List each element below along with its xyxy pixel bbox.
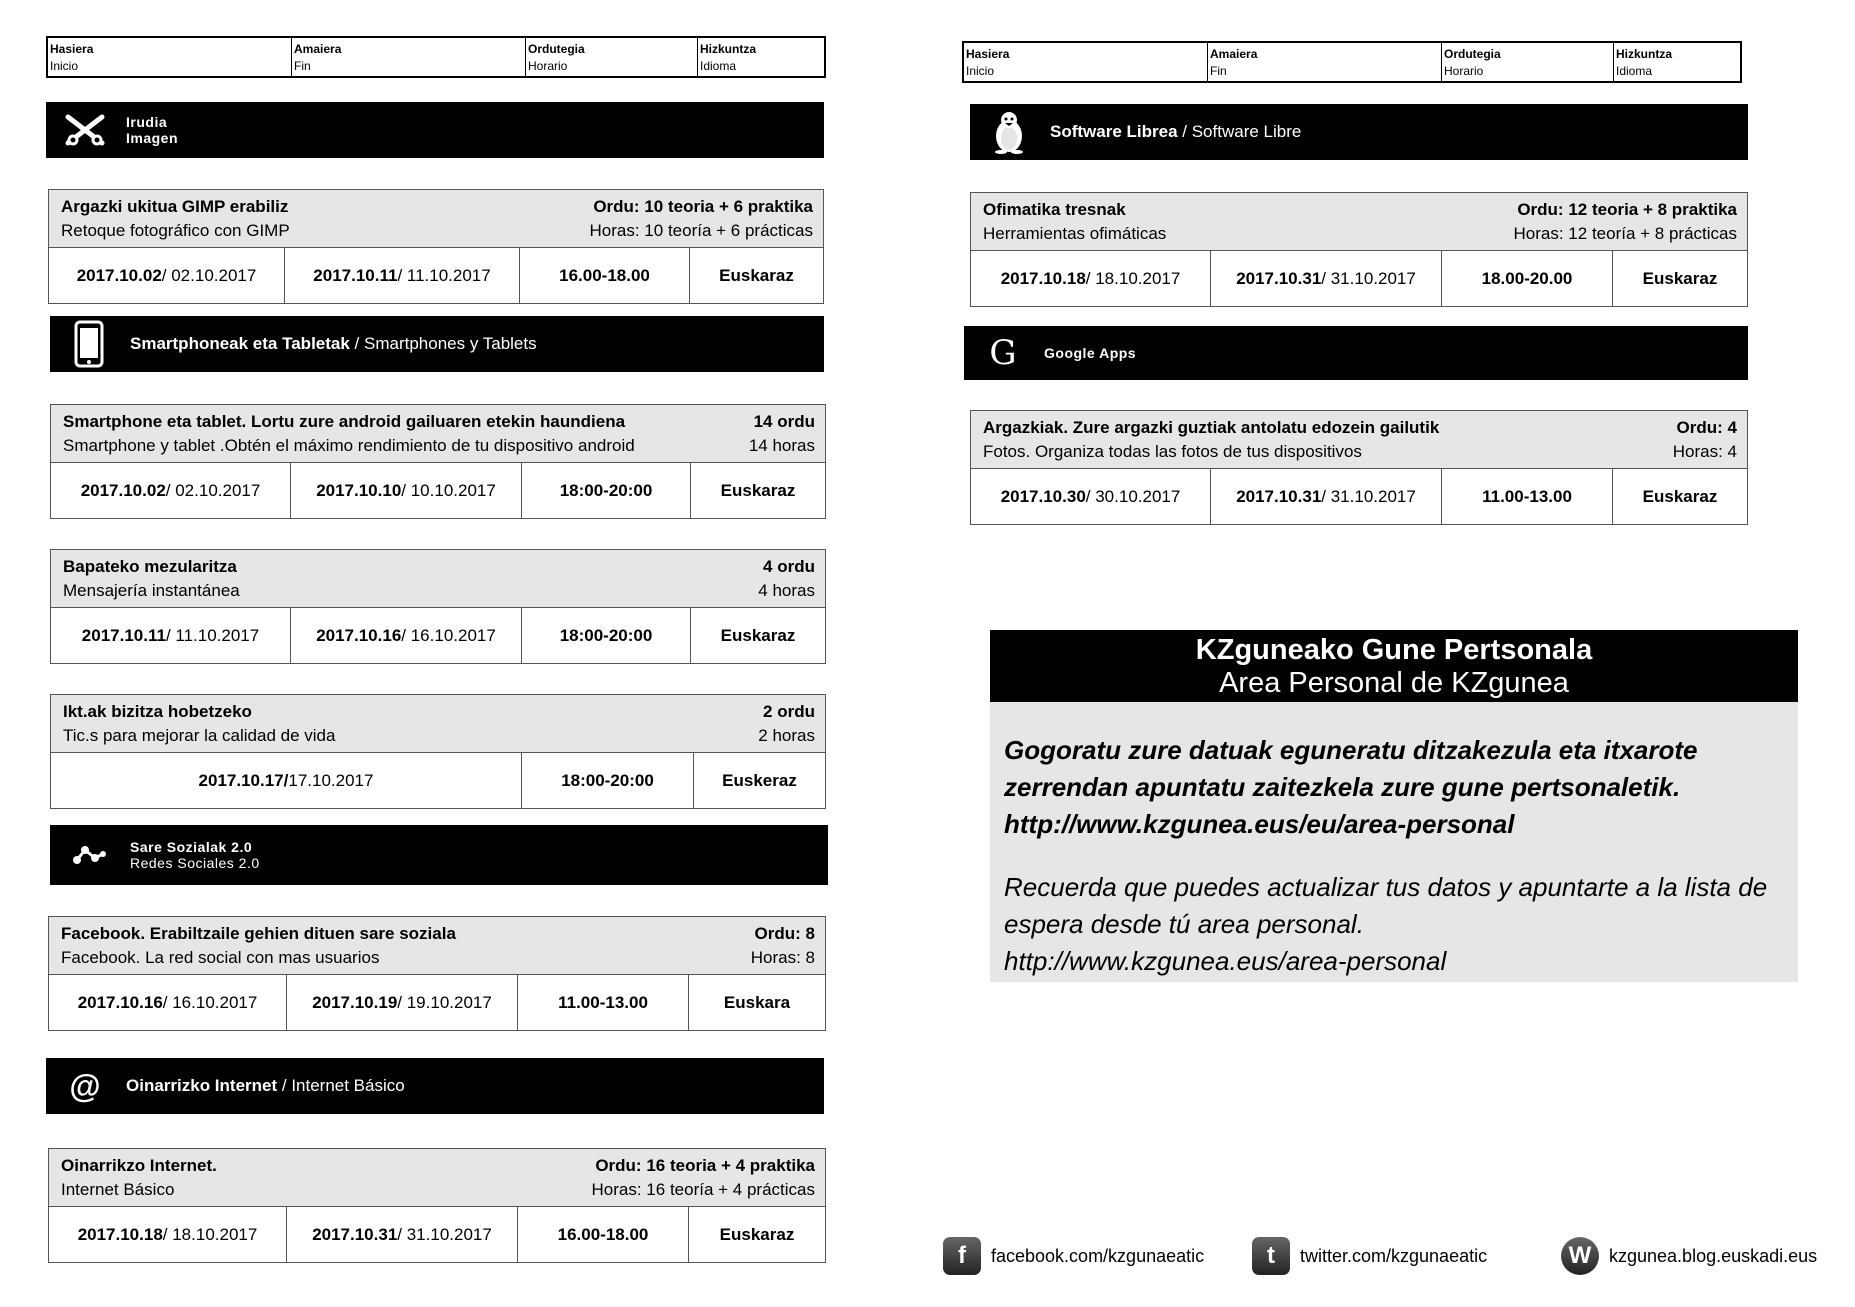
social-twitter[interactable] (1252, 1237, 1487, 1275)
course-title-es: Smartphone y tablet .Obtén el máximo rendimiento de tu dispositivo android (63, 436, 635, 455)
end-date: 2017.10.31 / 31.10.2017 (287, 1207, 518, 1262)
course-title-es: Internet Básico (61, 1180, 175, 1199)
course-hours-es: 14 horas (748, 436, 815, 455)
banner-social (50, 825, 828, 885)
course-ikt (50, 694, 826, 809)
course-hours-es: Horas: 8 (750, 948, 815, 967)
course-hours-es: Horas: 16 teoría + 4 prácticas (591, 1180, 815, 1199)
legend-end-es: Fin (1210, 64, 1227, 78)
legend-end-es: Fin (294, 59, 311, 73)
start-date: 2017.10.02 / 02.10.2017 (51, 463, 291, 518)
start-date: 2017.10.11 / 11.10.2017 (51, 608, 291, 663)
course-schedule-row (49, 248, 823, 303)
end-date: 2017.10.16 / 16.10.2017 (291, 608, 522, 663)
course-title-eu: Argazki ukitua GIMP erabiliz (61, 197, 289, 216)
course-title-eu: Smartphone eta tablet. Lortu zure android gailuaren etekin haundiena (63, 412, 626, 431)
banner-smart-eu: Smartphoneak eta Tabletak (130, 334, 350, 353)
course-language: Euskaraz (720, 480, 796, 500)
banner-sw-eu: Software Librea (1050, 122, 1178, 141)
course-title-es: Retoque fotográfico con GIMP (61, 221, 290, 240)
google-icon: G (989, 333, 1017, 373)
course-schedule-row (51, 753, 825, 808)
course-messaging (50, 549, 826, 664)
legend-end-eu: Amaiera (294, 42, 342, 56)
legend-start-es: Inicio (50, 59, 79, 73)
at-sign-icon: @ (69, 1067, 101, 1104)
legend-start-eu: Hasiera (966, 47, 1010, 61)
time-slot: 18:00-20:00 (522, 753, 694, 808)
course-hours-eu: 4 ordu (763, 557, 815, 576)
course-title-eu: Oinarrikzo Internet. (61, 1156, 217, 1175)
smartphone-icon (64, 319, 114, 369)
course-office (970, 192, 1748, 307)
banner-internet: @ Oinarrizko Internet / Internet Básico (46, 1058, 824, 1114)
legend-language-eu: Hizkuntza (700, 42, 757, 56)
legend-start (48, 38, 292, 76)
course-title-es: Fotos. Organiza todas las fotos de tus dispositivos (983, 442, 1362, 461)
time-slot: 18:00-20:00 (522, 463, 691, 518)
end-date: 2017.10.31 / 31.10.2017 (1211, 469, 1442, 524)
banner-google (964, 326, 1748, 380)
legend-end (1208, 43, 1442, 81)
course-title-es: Herramientas ofimáticas (983, 224, 1167, 243)
banner-google-label: Google Apps (1044, 345, 1137, 361)
legend-start-es: Inicio (966, 64, 995, 78)
personal-area-text-es: Recuerda que puedes actualizar tus datos y apuntarte a la lista de espera desde tú area personal. (1004, 872, 1768, 939)
course-schedule-row (51, 608, 825, 663)
course-hours-es: 4 horas (758, 581, 815, 600)
share-icon (64, 830, 114, 880)
start-date: 2017.10.02 / 02.10.2017 (49, 248, 285, 303)
course-schedule-row (971, 251, 1747, 306)
legend-header-right (962, 41, 1742, 83)
course-title-eu: Bapateko mezularitza (63, 557, 237, 576)
time-slot: 11.00-13.00 (518, 975, 689, 1030)
course-hours-eu: Ordu: 12 teoria + 8 praktika (1517, 200, 1737, 219)
course-hours-eu: Ordu: 16 teoria + 4 praktika (595, 1156, 815, 1175)
legend-schedule-eu: Ordutegia (528, 42, 585, 56)
course-schedule-row (49, 975, 825, 1030)
social-facebook[interactable] (943, 1237, 1204, 1275)
banner-image-eu: Irudia (126, 114, 168, 130)
legend-language-es: Idioma (700, 59, 737, 73)
facebook-icon: f (943, 1237, 981, 1275)
course-title-eu: Ofimatika tresnak (983, 200, 1126, 219)
banner-internet-eu: Oinarrizko Internet (126, 1076, 278, 1095)
course-title-eu: Facebook. Erabiltzaile gehien dituen sare soziala (61, 924, 456, 943)
course-language: Euskara (723, 992, 791, 1012)
course-facebook (48, 916, 826, 1031)
time-slot: 16.00-18.00 (518, 1207, 689, 1262)
legend-schedule-es: Horario (528, 59, 568, 73)
course-language: Euskaraz (719, 265, 794, 285)
course-smartphone (50, 404, 826, 519)
legend-schedule (1442, 43, 1614, 81)
course-language: Euskaraz (1642, 486, 1718, 506)
course-hours-eu: Ordu: 8 (754, 924, 815, 943)
course-gimp (48, 189, 824, 304)
end-date: 2017.10.10 / 10.10.2017 (291, 463, 522, 518)
course-title-es: Mensajería instantánea (63, 581, 240, 600)
legend-language-es: Idioma (1616, 64, 1653, 78)
course-header (51, 695, 825, 753)
personal-area-header (990, 630, 1798, 702)
banner-social-eu: Sare Sozialak 2.0 (130, 839, 253, 855)
legend-schedule-eu: Ordutegia (1444, 47, 1501, 61)
twitter-icon: t (1252, 1237, 1290, 1275)
legend-language (698, 38, 824, 76)
course-header (51, 405, 825, 463)
time-slot: 18.00-20.00 (1442, 251, 1613, 306)
personal-area-link-eu[interactable]: http://www.kzgunea.eus/eu/area-personal (1004, 809, 1515, 839)
wordpress-icon: W (1561, 1237, 1599, 1275)
legend-language (1614, 43, 1740, 81)
course-hours-eu: 2 ordu (763, 702, 815, 721)
blog-link[interactable]: kzgunea.blog.euskadi.eus (1609, 1245, 1818, 1266)
course-language: Euskaraz (719, 1224, 795, 1244)
course-internet (48, 1148, 826, 1263)
course-hours-es: 2 horas (758, 726, 815, 745)
course-hours-es: Horas: 10 teoría + 6 prácticas (589, 221, 813, 240)
legend-end (292, 38, 526, 76)
banner-sw-es: Software Libre (1191, 122, 1302, 141)
course-header (49, 917, 825, 975)
course-title-es: Facebook. La red social con mas usuarios (61, 948, 380, 967)
course-schedule-row (49, 1207, 825, 1262)
banner-image-es: Imagen (126, 130, 179, 146)
personal-area-title-es: Area Personal de KZgunea (1219, 667, 1569, 699)
course-header (971, 193, 1747, 251)
end-date: 2017.10.31 / 31.10.2017 (1211, 251, 1442, 306)
legend-schedule-es: Horario (1444, 64, 1484, 78)
course-hours-eu: Ordu: 10 teoria + 6 praktika (593, 197, 813, 216)
course-language: Euskeraz (722, 770, 797, 790)
course-header (971, 411, 1747, 469)
legend-header-left (46, 36, 826, 78)
scissors-icon (60, 105, 110, 155)
start-date: 2017.10.18 / 18.10.2017 (971, 251, 1211, 306)
course-hours-es: Horas: 12 teoría + 8 prácticas (1513, 224, 1737, 243)
banner-social-es: Redes Sociales 2.0 (130, 855, 260, 871)
course-schedule-row (51, 463, 825, 518)
facebook-link[interactable]: facebook.com/kzgunaeatic (991, 1245, 1205, 1266)
legend-start-eu: Hasiera (50, 42, 94, 56)
course-language: Euskaraz (720, 625, 796, 645)
start-date: 2017.10.30 / 30.10.2017 (971, 469, 1211, 524)
course-schedule-row (971, 469, 1747, 524)
end-date: 2017.10.11 / 11.10.2017 (285, 248, 520, 303)
end-date: 2017.10.19 / 19.10.2017 (287, 975, 518, 1030)
start-date: 2017.10.18 / 18.10.2017 (49, 1207, 287, 1262)
course-header (49, 1149, 825, 1207)
personal-area-title-eu: KZguneako Gune Pertsonala (1195, 634, 1593, 666)
date-span: 2017.10.17/ 17.10.2017 (51, 753, 522, 808)
course-hours-es: Horas: 4 (1672, 442, 1737, 461)
course-hours-eu: 14 ordu (753, 412, 815, 431)
legend-schedule (526, 38, 698, 76)
banner-smart-es: Smartphones y Tablets (364, 334, 537, 353)
course-title-eu: Ikt.ak bizitza hobetzeko (63, 702, 252, 721)
social-blog[interactable] (1561, 1237, 1817, 1275)
course-header (51, 550, 825, 608)
banner-image (46, 102, 824, 158)
time-slot: 18:00-20:00 (522, 608, 691, 663)
personal-area-text-eu: Gogoratu zure datuak eguneratu ditzakezula eta itxarote zerrendan apuntatu zaitezkela zure gune pertsonaletik. (1004, 735, 1698, 802)
penguin-icon (984, 107, 1034, 157)
time-slot: 11.00-13.00 (1442, 469, 1613, 524)
banner-internet-es: Internet Básico (291, 1076, 405, 1095)
banner-software: Software Librea / Software Libre (970, 104, 1748, 160)
course-title-es: Tic.s para mejorar la calidad de vida (63, 726, 336, 745)
personal-area-box (990, 630, 1798, 982)
legend-start (964, 43, 1208, 81)
course-photos (970, 410, 1748, 525)
legend-language-eu: Hizkuntza (1616, 47, 1673, 61)
twitter-link[interactable]: twitter.com/kzgunaeatic (1300, 1245, 1488, 1266)
legend-end-eu: Amaiera (1210, 47, 1258, 61)
banner-smartphones: Smartphoneak eta Tabletak / Smartphones y Tablets (50, 316, 824, 372)
start-date: 2017.10.16 / 16.10.2017 (49, 975, 287, 1030)
course-language: Euskaraz (1642, 268, 1718, 288)
personal-area-body (990, 702, 1798, 980)
course-title-eu: Argazkiak. Zure argazki guztiak antolatu edozein gailutik (983, 418, 1440, 437)
time-slot: 16.00-18.00 (520, 248, 690, 303)
personal-area-link-es[interactable]: http://www.kzgunea.eus/area-personal (1004, 946, 1447, 976)
course-header (49, 190, 823, 248)
course-hours-eu: Ordu: 4 (1676, 418, 1737, 437)
